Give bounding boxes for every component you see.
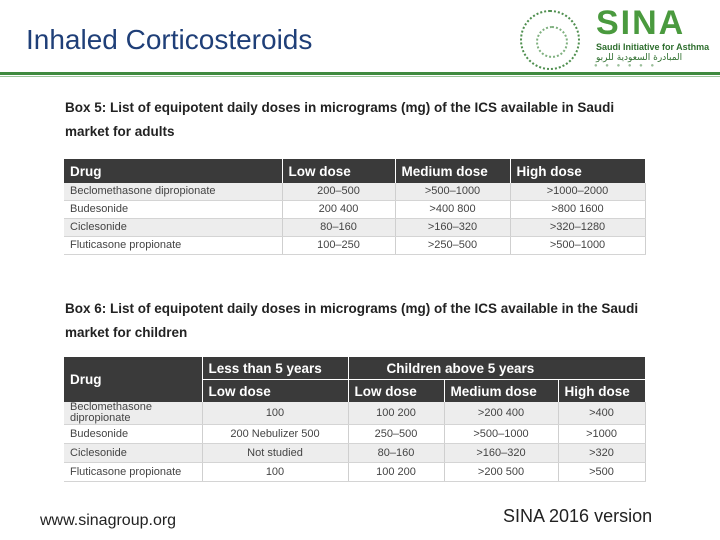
- slide-title: Inhaled Corticosteroids: [26, 24, 313, 55]
- footer-website: www.sinagroup.org: [40, 512, 177, 529]
- drug-name: Ciclesonide: [64, 444, 202, 463]
- low-dose-cell: 80–160: [348, 444, 444, 463]
- logo-word: SINA: [596, 4, 686, 42]
- table-row: [64, 219, 645, 237]
- high-dose-cell: >320–1280: [510, 219, 645, 237]
- drug-name: Budesonide: [64, 425, 202, 444]
- high-dose-cell: >500: [558, 463, 645, 482]
- low-dose-cell: 100 200: [348, 463, 444, 482]
- medium-dose-cell: >200 500: [444, 463, 558, 482]
- header-rule-thin: [0, 76, 720, 77]
- drug-name: Beclomethasone dipropionate: [64, 402, 202, 425]
- table-row: [64, 444, 645, 463]
- high-dose-cell: >1000–2000: [510, 183, 645, 201]
- high-dose-cell: >400: [558, 402, 645, 425]
- header-medium-dose: Medium dose: [444, 380, 558, 403]
- high-dose-cell: >800 1600: [510, 201, 645, 219]
- low-dose-cell: 100 200: [348, 402, 444, 425]
- header-rule: [0, 72, 720, 75]
- medium-dose-cell: >500–1000: [395, 183, 510, 201]
- header-under-5: Less than 5 years: [202, 357, 348, 380]
- medium-dose-cell: >250–500: [395, 237, 510, 255]
- drug-name: Beclomethasone dipropionate: [64, 183, 282, 201]
- under-5-low-dose-cell: 200 Nebulizer 500: [202, 425, 348, 444]
- table-row: [64, 463, 645, 482]
- medium-dose-cell: >500–1000: [444, 425, 558, 444]
- box6-table: [64, 357, 646, 482]
- medium-dose-cell: >160–320: [395, 219, 510, 237]
- under-5-low-dose-cell: 100: [202, 463, 348, 482]
- header-drug: Drug: [64, 357, 202, 402]
- low-dose-cell: 100–250: [282, 237, 395, 255]
- header-high-dose: High dose: [510, 159, 645, 183]
- drug-name: Fluticasone propionate: [64, 463, 202, 482]
- box5-table: [64, 159, 646, 255]
- low-dose-cell: 250–500: [348, 425, 444, 444]
- logo-subtitle: Saudi Initiative for Asthma: [596, 42, 710, 52]
- under-5-low-dose-cell: Not studied: [202, 444, 348, 463]
- lungs-dots-icon: [520, 10, 580, 70]
- header-above-5: Children above 5 years: [348, 357, 645, 380]
- header-low-dose: Low dose: [282, 159, 395, 183]
- high-dose-cell: >320: [558, 444, 645, 463]
- sina-logo: [520, 2, 720, 70]
- header-high-dose: High dose: [558, 380, 645, 403]
- header-low-dose: Low dose: [348, 380, 444, 403]
- medium-dose-cell: >400 800: [395, 201, 510, 219]
- table-row: [64, 201, 645, 219]
- header-low-dose-under-5: Low dose: [202, 380, 348, 403]
- header-medium-dose: Medium dose: [395, 159, 510, 183]
- logo-arabic: المبادرة السعودية للربو: [596, 53, 683, 63]
- table-row: [64, 237, 645, 255]
- header-drug: Drug: [64, 159, 282, 183]
- logo-dots-row: ● ● ● ● ● ●: [594, 63, 658, 69]
- medium-dose-cell: >200 400: [444, 402, 558, 425]
- table-group-header-row: [64, 357, 645, 380]
- low-dose-cell: 200 400: [282, 201, 395, 219]
- box6-heading: Box 6: List of equipotent daily doses in micrograms (mg) of the ICS available in the Saudi market for children: [65, 301, 639, 340]
- drug-name: Ciclesonide: [64, 219, 282, 237]
- low-dose-cell: 80–160: [282, 219, 395, 237]
- table-row: [64, 402, 645, 425]
- drug-name: Budesonide: [64, 201, 282, 219]
- high-dose-cell: >1000: [558, 425, 645, 444]
- low-dose-cell: 200–500: [282, 183, 395, 201]
- table-header-row: [64, 159, 645, 183]
- footer-version: SINA 2016 version: [503, 506, 653, 526]
- drug-name: Fluticasone propionate: [64, 237, 282, 255]
- table-row: [64, 183, 645, 201]
- high-dose-cell: >500–1000: [510, 237, 645, 255]
- table-row: [64, 425, 645, 444]
- box5-heading: Box 5: List of equipotent daily doses in micrograms (mg) of the ICS available in Saudi market for adults: [65, 100, 615, 139]
- medium-dose-cell: >160–320: [444, 444, 558, 463]
- under-5-low-dose-cell: 100: [202, 402, 348, 425]
